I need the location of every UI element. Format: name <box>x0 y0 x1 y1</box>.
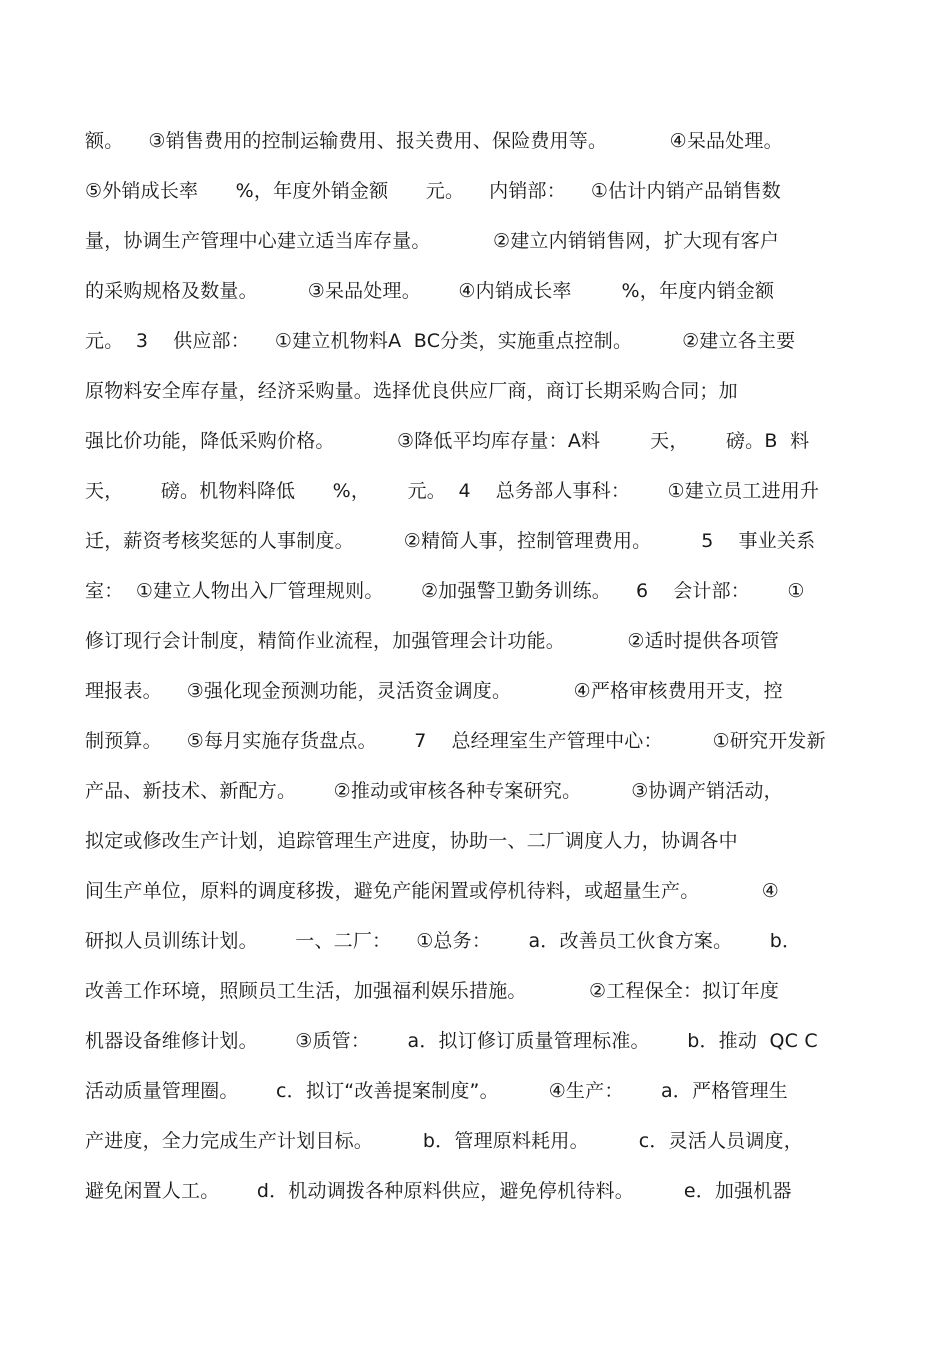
body-text <box>85 120 875 1220</box>
text-line: 研拟人员训练计划。 一、二厂： ①总务： a．改善员工伙食方案。 b． <box>85 930 802 952</box>
text-line: 额。 ③销售费用的控制运输费用、报关费用、保险费用等。 ④呆品处理。 <box>85 130 783 152</box>
text-line: 理报表。 ③强化现金预测功能，灵活资金调度。 ④严格审核费用开支，控 <box>85 680 783 702</box>
text-line: 的采购规格及数量。 ③呆品处理。 ④内销成长率 %，年度内销金额 <box>85 280 775 302</box>
text-line: 元。 3 供应部： ①建立机物料A BC分类，实施重点控制。 ②建立各主要 <box>85 330 796 352</box>
text-line: 产进度，全力完成生产计划目标。 b．管理原料耗用。 c．灵活人员调度， <box>85 1130 803 1152</box>
text-line: 制预算。 ⑤每月实施存货盘点。 7 总经理室生产管理中心： ①研究开发新 <box>85 730 826 752</box>
text-line: 避免闲置人工。 d．机动调拨各种原料供应，避免停机待料。 e．加强机器 <box>85 1180 792 1202</box>
text-line: 活动质量管理圈。 c．拟订“改善提案制度”。 ④生产： a．严格管理生 <box>85 1080 789 1102</box>
text-line: 迁，薪资考核奖惩的人事制度。 ②精简人事，控制管理费用。 5 事业关系 <box>85 530 816 552</box>
text-line: 拟定或修改生产计划，追踪管理生产进度，协助一、二厂调度人力，协调各中 <box>85 830 738 852</box>
text-line: 产品、新技术、新配方。 ②推动或审核各种专案研究。 ③协调产销活动， <box>85 780 783 802</box>
text-line: 天， 磅。机物料降低 %， 元。 4 总务部人事科： ①建立员工进用升 <box>85 480 820 502</box>
text-line: 量，协调生产管理中心建立适当库存量。 ②建立内销销售网，扩大现有客户 <box>85 230 780 252</box>
text-line: 机器设备维修计划。 ③质管： a．拟订修订质量管理标准。 b．推动 QC C <box>85 1030 818 1052</box>
text-line: 修订现行会计制度，精简作业流程，加强管理会计功能。 ②适时提供各项管 <box>85 630 780 652</box>
text-line: 室： ①建立人物出入厂管理规则。 ②加强警卫勤务训练。 6 会计部： ① <box>85 580 805 602</box>
text-line: 原物料安全库存量，经济采购量。选择优良供应厂商，商订长期采购合同；加 <box>85 380 738 402</box>
text-line: 强比价功能，降低采购价格。 ③降低平均库存量：A料 天， 磅。B 料 <box>85 430 810 452</box>
text-line: 改善工作环境，照顾员工生活，加强福利娱乐措施。 ②工程保全：拟订年度 <box>85 980 780 1002</box>
text-line: 间生产单位，原料的调度移拨，避免产能闲置或停机待料，或超量生产。 ④ <box>85 880 780 902</box>
text-line: ⑤外销成长率 %，年度外销金额 元。 内销部： ①估计内销产品销售数 <box>85 180 781 202</box>
